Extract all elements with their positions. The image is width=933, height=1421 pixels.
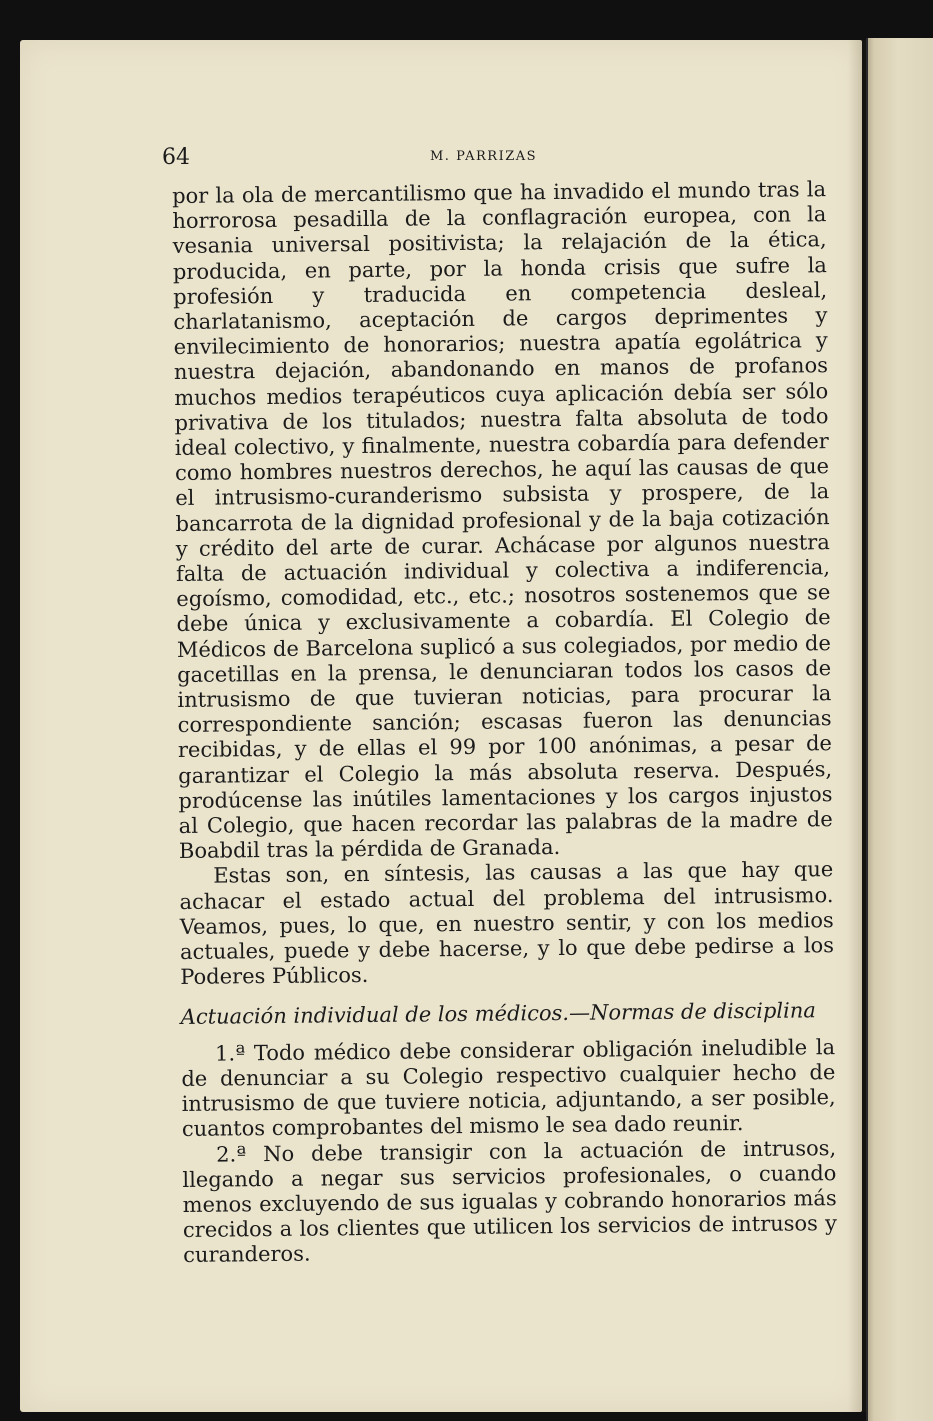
list-item-number: 1.ª [214,1040,246,1066]
running-head: M. PARRIZAS [430,149,538,164]
page-number: 64 [162,145,190,170]
adjacent-page-edge [866,38,933,1421]
list-item-text: No debe transigir con la actuación de intrusos, llegando a negar sus servicios profesionales, o cuando menos excluyendo de sus igualas y cobrando honorarios más crecidos a los clientes que utilicen los servicios de intrusos y curanderos. [182,1135,838,1268]
body-text [172,177,837,1268]
paragraph-summary: Estas son, en síntesis, las causas a las que hay que achacar el estado actual del problema del intrusismo. Veamos, pues, lo que, en nuestro sentir, y con los medios actuales, puede y debe hacerse, y lo que debe pedirse a los Poderes Públicos. [179,857,835,990]
list-item [181,1035,836,1143]
list-item-number: 2.ª [216,1141,247,1167]
section-heading: Actuación individual de los médicos.—Normas de disciplina [180,997,816,1029]
page-header [162,145,832,175]
paragraph-continuation: por la ola de mercantilismo que ha invadido el mundo tras la horrorosa pesadilla de la conflagración europea, con la vesania universal positivista; la relajación de la ética, producida, en parte, por la honda crisis que sufre la profesión y traducida en competencia desleal, charlatanismo, aceptación de cargos deprimentes y envilecimiento de honorarios; nuestra apatía egolátrica y nuestra dejación, abandonando en manos de profanos muchos medios terapéuticos cuya aplicación debía ser sólo privativa de los titulados; nuestra falta absoluta de todo ideal colectivo, y finalmente, nuestra cobardía para defender como hombres nuestros derechos, he aquí las causas de que el intrusismo-curanderismo subsista y prospere, de la bancarrota de la dignidad profesional y de la baja cotización y crédito del arte de curar. Achácase por algunos nuestra falta de actuación individual y colectiva a indiferencia, egoísmo, comodidad, etc., etc.; nosotros sostenemos que se debe única y exclusivamente a cobardía. El Colegio de Médicos de Barcelona suplicó a sus colegiados, por medio de gacetillas en la prensa, le denunciaran todos los casos de intrusismo de que tuvieran noticias, para procurar la correspondiente sanción; escasas fueron las denuncias recibidas, y de ellas el 99 por 100 anónimas, a pesar de garantizar el Colegio la más absoluta reserva. Después, prodúcense las inútiles lamentaciones y los cargos injustos al Colegio, que hacen recordar las palabras de la madre de Boabdil tras la pérdida de Granada. [172,177,833,864]
list-item-text: Todo médico debe considerar obligación ineludible la de denunciar a su Colegio respectivo cualquier hecho de intrusismo de que tuviere noticia, adjuntando, a ser posible, cuantos comprobantes del mismo le sea dado reunir. [181,1034,836,1142]
page-gutter-shadow [848,40,866,1412]
list-item [182,1136,837,1269]
